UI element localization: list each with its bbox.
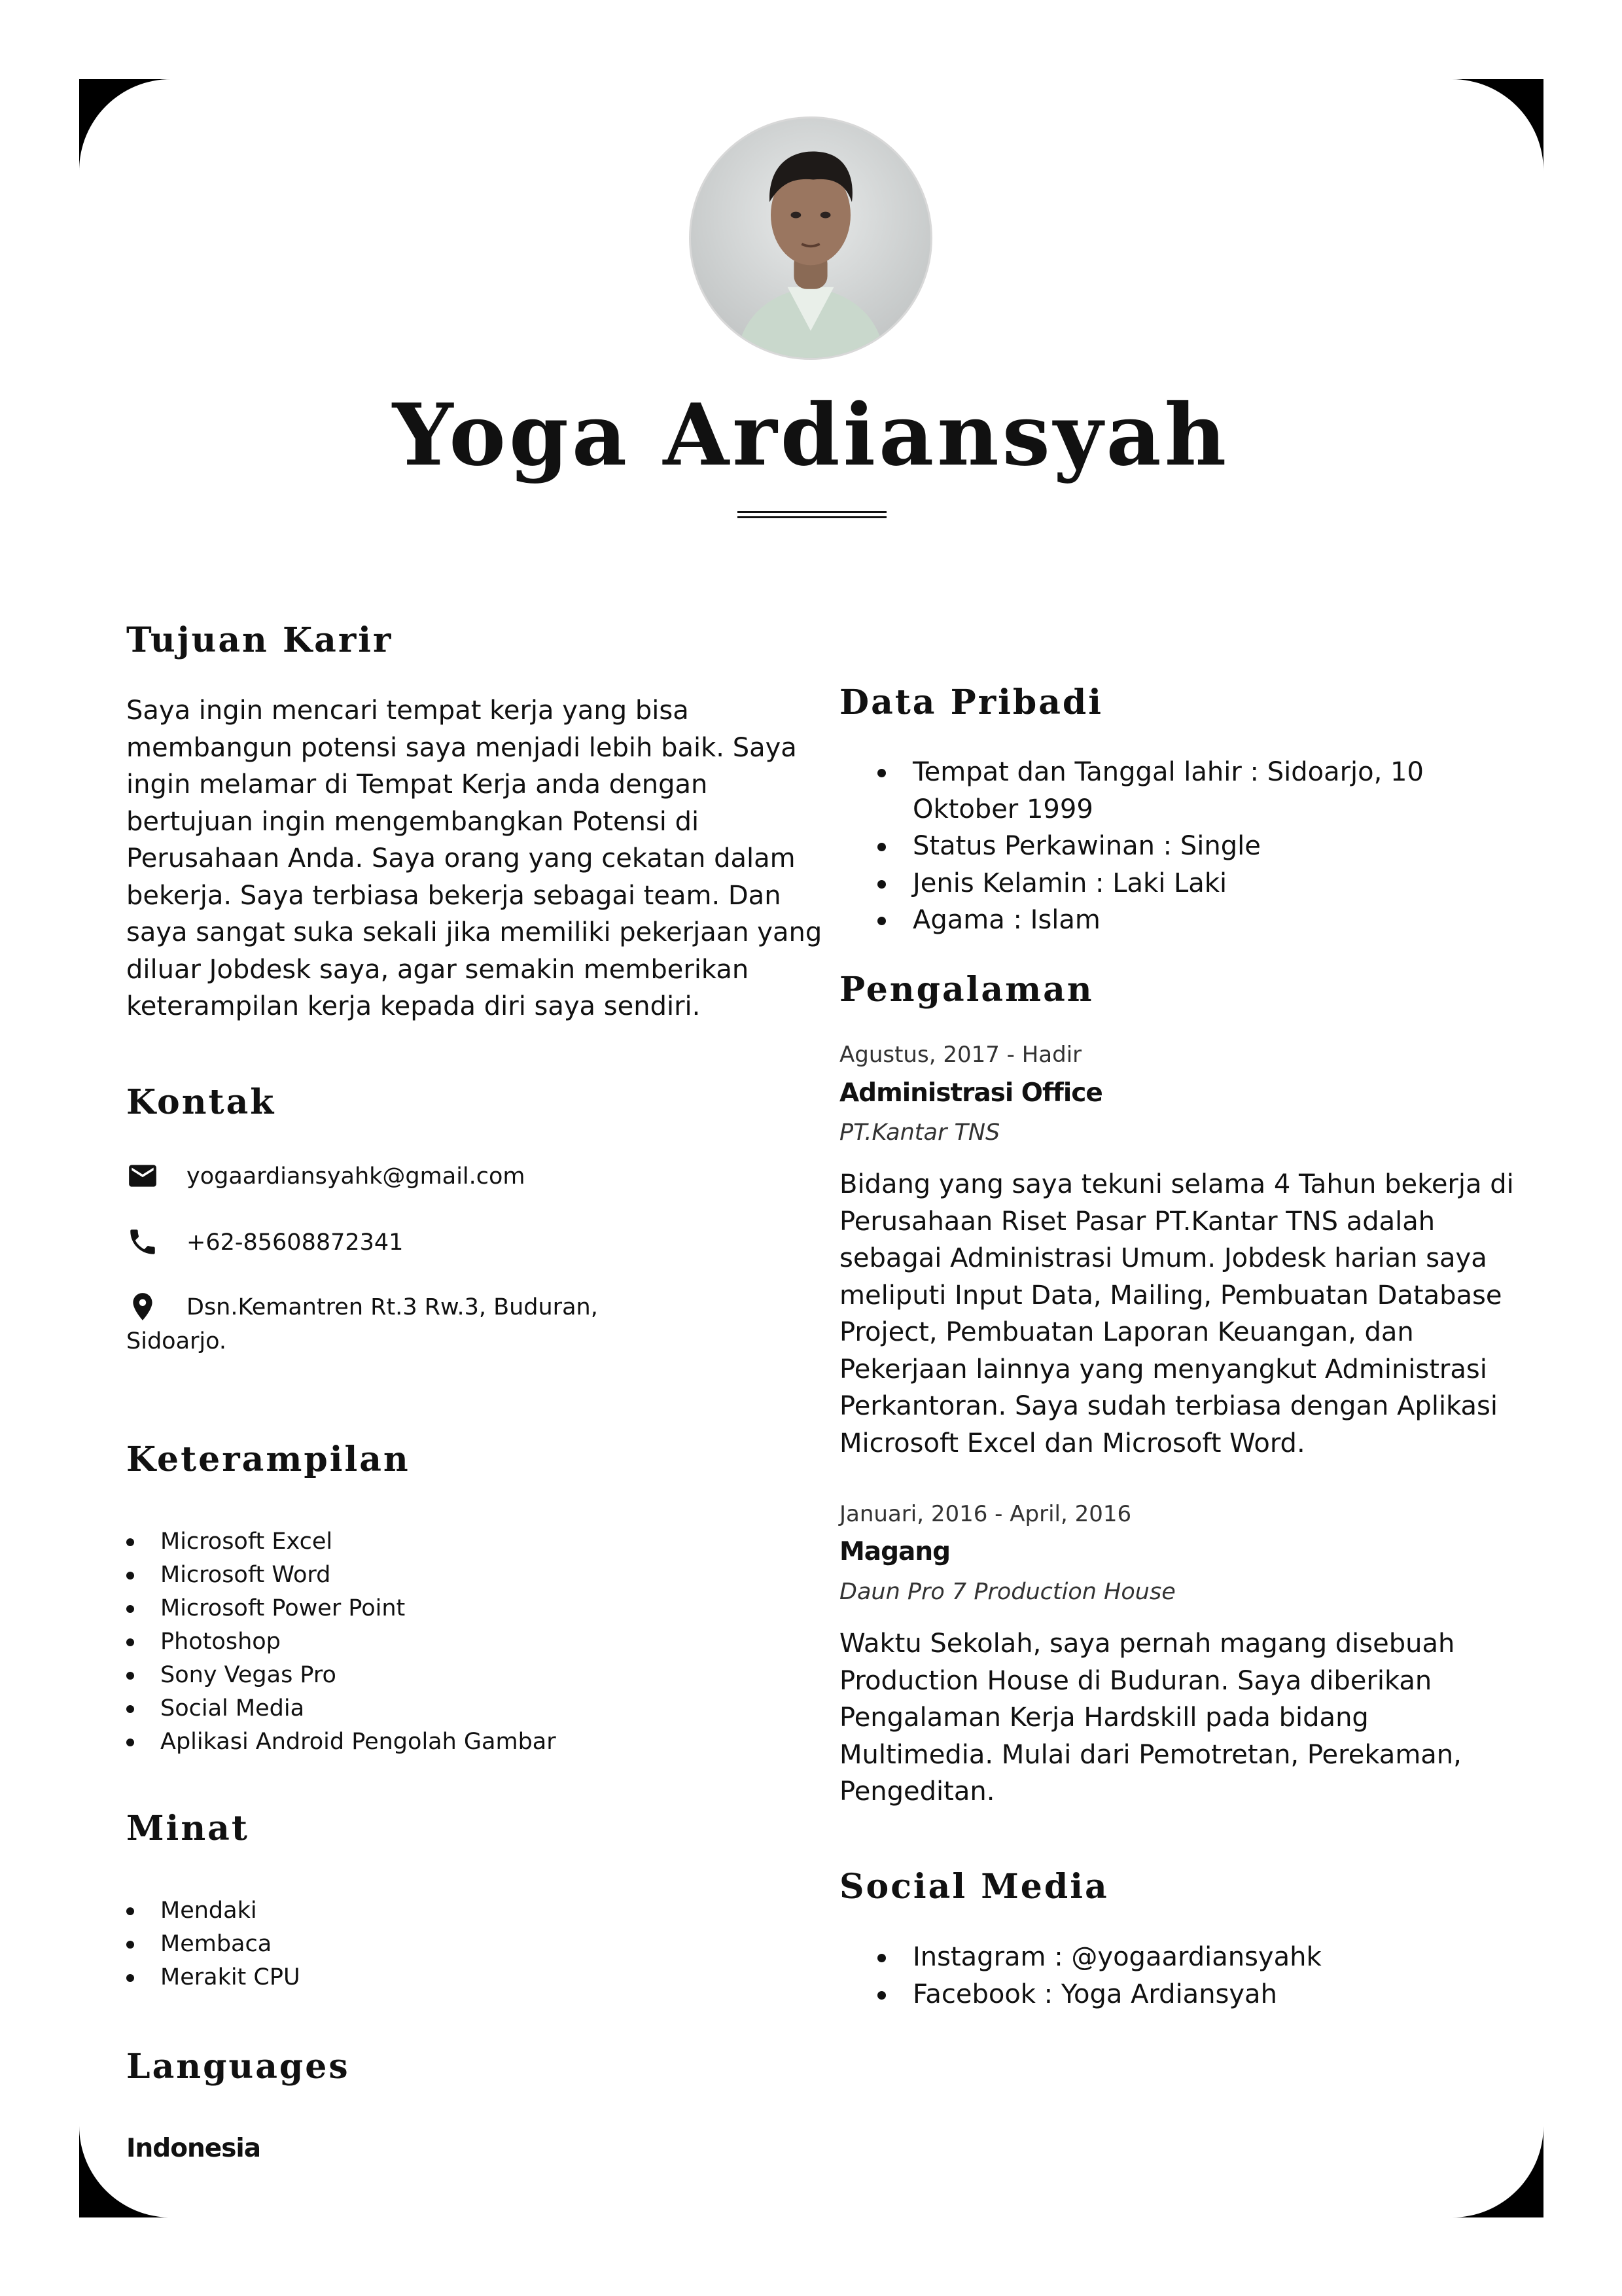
job-description-line: sebagai Administrasi Umum. Jobdesk harian saya — [839, 1243, 1487, 1273]
skills-list — [126, 1525, 556, 1759]
skill-item: Microsoft Excel — [126, 1525, 556, 1559]
career-objective-text — [126, 692, 822, 1025]
profile-photo-illustration — [691, 118, 930, 358]
social-media-item[interactable]: Facebook : Yoga Ardiansyah — [839, 1976, 1322, 2013]
social-media-item[interactable]: Instagram : @yogaardiansyahk — [839, 1939, 1322, 1976]
job-description-line: Pengeditan. — [839, 1776, 995, 1807]
personal-data-item: Tempat dan Tanggal lahir : Sidoarjo, 10 — [839, 754, 1424, 791]
job-description-line: Multimedia. Mulai dari Pemotretan, Perekaman, — [839, 1739, 1462, 1770]
contact-address — [126, 1290, 624, 1358]
job-description-line: Bidang yang saya tekuni selama 4 Tahun bekerja di — [839, 1169, 1514, 1199]
section-title-social-media: Social Media — [839, 1867, 1109, 1907]
personal-data-item-continuation: Oktober 1999 — [913, 794, 1093, 824]
profile-photo — [689, 116, 932, 360]
section-title-skills: Keterampilan — [126, 1439, 410, 1479]
job-description-line: Project, Pembuatan Laporan Keuangan, dan — [839, 1317, 1414, 1347]
job-description-line: Waktu Sekolah, saya pernah magang disebuah — [839, 1629, 1455, 1659]
skill-item: Microsoft Power Point — [126, 1592, 556, 1625]
person-name: Yoga Ardiansyah — [392, 385, 1230, 485]
phone-number[interactable]: +62-85608872341 — [186, 1229, 404, 1256]
email-address[interactable]: yogaardiansyahk@gmail.com — [186, 1163, 525, 1190]
career-objective-line: keterampilan kerja kepada diri saya sendiri. — [126, 991, 701, 1021]
personal-data-list — [839, 754, 1424, 939]
job-description-line: Production House di Buduran. Saya diberikan — [839, 1665, 1432, 1696]
interest-item: Mendaki — [126, 1894, 300, 1928]
section-title-experience: Pengalaman — [839, 970, 1094, 1010]
career-objective-line: Perusahaan Anda. Saya orang yang cekatan dalam — [126, 843, 796, 874]
skill-item: Aplikasi Android Pengolah Gambar — [126, 1725, 556, 1759]
career-objective-line: bekerja. Saya terbiasa bekerja sebagai team. Dan — [126, 880, 781, 911]
job-date: Agustus, 2017 - Hadir — [839, 1042, 1082, 1068]
interest-item: Membaca — [126, 1928, 300, 1961]
career-objective-line: saya sangat suka sekali jika memiliki pekerjaan yang — [126, 917, 822, 947]
skill-item: Social Media — [126, 1692, 556, 1725]
language-item: Indonesia — [126, 2134, 261, 2163]
email-icon — [126, 1159, 159, 1192]
location-pin-icon — [126, 1290, 159, 1323]
job-role: Administrasi Office — [839, 1078, 1102, 1108]
personal-data-item: Jenis Kelamin : Laki Laki — [839, 865, 1424, 902]
job-description-line: Pengalaman Kerja Hardskill pada bidang — [839, 1703, 1369, 1733]
phone-icon — [126, 1226, 159, 1258]
section-title-career-objective: Tujuan Karir — [126, 620, 393, 660]
interests-list — [126, 1894, 300, 1994]
job-description-line: meliputi Input Data, Mailing, Pembuatan Database — [839, 1280, 1502, 1311]
social-media-list — [839, 1939, 1322, 2013]
skill-item: Microsoft Word — [126, 1559, 556, 1592]
section-title-contact: Kontak — [126, 1082, 276, 1122]
job-description — [839, 1625, 1462, 1810]
career-objective-line: bertujuan ingin mengembangkan Potensi di — [126, 806, 699, 837]
skill-item: Sony Vegas Pro — [126, 1659, 556, 1692]
job-role: Magang — [839, 1537, 951, 1566]
career-objective-line: membangun potensi saya menjadi lebih baik. Saya — [126, 732, 797, 763]
job-company: PT.Kantar TNS — [839, 1120, 1000, 1146]
interest-item: Merakit CPU — [126, 1961, 300, 1994]
section-title-personal-data: Data Pribadi — [839, 682, 1104, 722]
personal-data-item: Agama : Islam — [839, 902, 1424, 939]
career-objective-line: Saya ingin mencari tempat kerja yang bisa — [126, 696, 689, 726]
job-description-line: Perusahaan Riset Pasar PT.Kantar TNS adalah — [839, 1206, 1436, 1237]
name-divider — [737, 511, 887, 521]
job-company: Daun Pro 7 Production House — [839, 1579, 1176, 1605]
career-objective-line: ingin melamar di Tempat Kerja anda dengan — [126, 769, 708, 800]
section-title-interests: Minat — [126, 1809, 249, 1848]
job-description-line: Perkantoran. Saya sudah terbiasa dengan Aplikasi — [839, 1391, 1498, 1421]
job-description-line: Pekerjaan lainnya yang menyangkut Administrasi — [839, 1354, 1487, 1385]
job-date: Januari, 2016 - April, 2016 — [839, 1501, 1132, 1527]
personal-data-item: Status Perkawinan : Single — [839, 828, 1424, 865]
address-text: Dsn.Kemantren Rt.3 Rw.3, Buduran, Sidoarjo. — [126, 1294, 598, 1354]
skill-item: Photoshop — [126, 1625, 556, 1659]
job-description-line: Microsoft Excel dan Microsoft Word. — [839, 1428, 1305, 1458]
career-objective-line: diluar Jobdesk saya, agar semakin memberikan — [126, 954, 749, 985]
job-description — [839, 1166, 1514, 1462]
section-title-languages: Languages — [126, 2047, 350, 2087]
